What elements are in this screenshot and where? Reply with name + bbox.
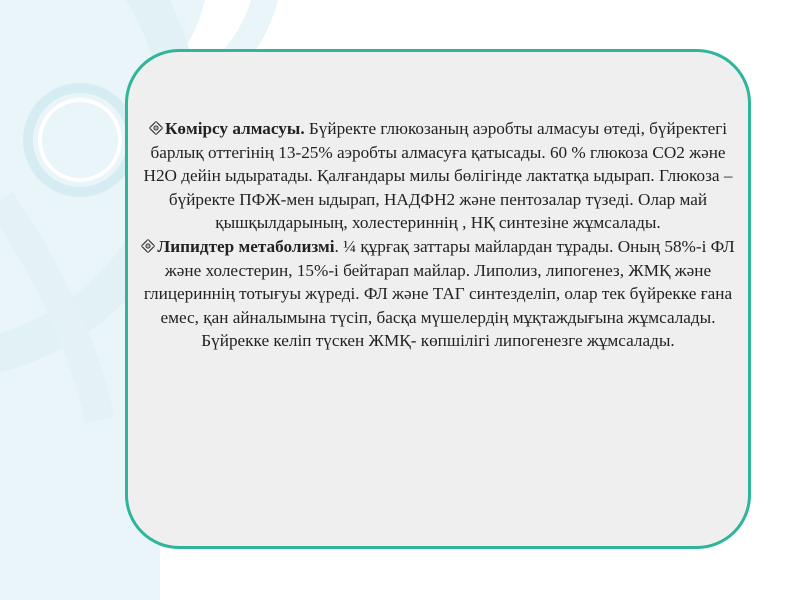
diamond-bullet-icon	[149, 121, 163, 135]
paragraph-lead: Көмірсу алмасуы.	[164, 119, 305, 138]
paragraph-carbohydrate-metabolism	[132, 117, 744, 235]
paragraph-lipid-metabolism	[132, 235, 744, 353]
paragraph-lead: Липидтер метаболизмі	[157, 236, 335, 256]
diamond-bullet-icon	[141, 239, 155, 253]
paragraph-body: . ¼ құрғақ заттары майлардан тұрады. Оның 58%-і ФЛ және холестерин, 15%-і бейтарап майлар. Липолиз, липогенез, ЖМҚ және глицериннің тотығуы жүреді. ФЛ және ТАГ синтезделіп, олар тек бүйрекке ғана емес, қан айналымына түсіп, басқа мүшелердің мұқтаждығына жұмсалады. Бүйрекке келіп түскен ЖМҚ- көпшілігі липогенезге жұмсалады.	[143, 236, 735, 351]
paragraph-body: Бүйректе глюкозаның аэробты алмасуы өтеді, бүйректегі барлық оттегінің 13-25% аэробты алмасуға қатысады. 60 % глюкоза СО2 және Н2О дейін ыдыратады. Қалғандары милы бөлігінде лактатқа ыдырап. Глюкоза – бүйректе ПФЖ-мен ыдырап, НАДФН2 және пентозалар түзеді. Олар май қышқылдарының, холестериннің , НҚ синтезіне жұмсалады.	[143, 119, 733, 233]
text-block	[132, 117, 744, 353]
